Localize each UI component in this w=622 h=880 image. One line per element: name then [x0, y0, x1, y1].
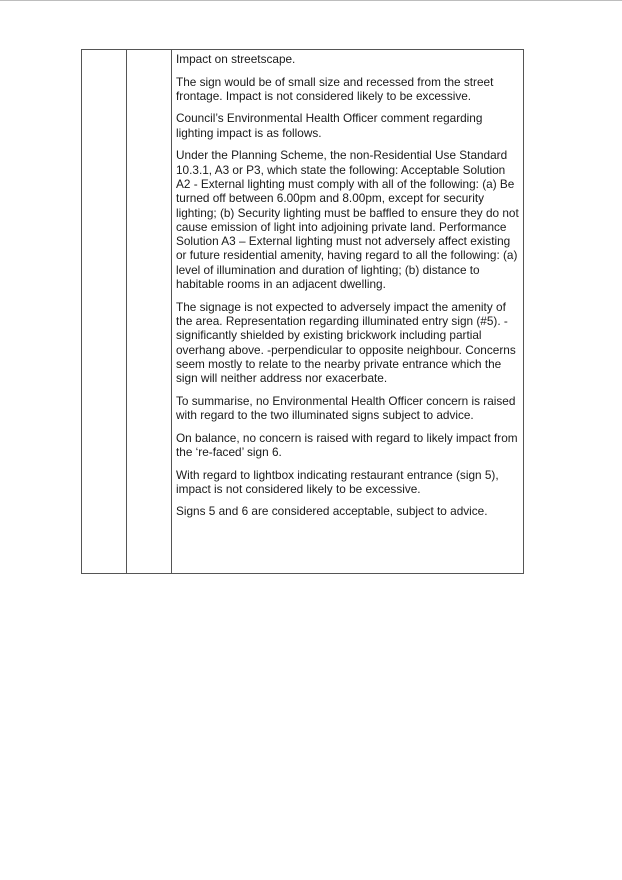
- paragraph-balance: On balance, no concern is raised with regard to likely impact from the ‘re-faced’ sign 6.: [176, 430, 518, 459]
- paragraph-sign-size: The sign would be of small size and recessed from the street frontage. Impact is not considered likely to be excessive.: [176, 74, 494, 103]
- paragraph-ehо-comment: Council’s Environmental Health Officer comment regarding lighting impact is as follows.: [176, 111, 483, 140]
- page-top-border: [0, 0, 622, 1]
- assessment-cell: [176, 52, 521, 527]
- paragraph-lightbox: With regard to lightbox indicating restaurant entrance (sign 5), impact is not considered likely to be excessive.: [176, 467, 499, 496]
- paragraph-streetscape-heading: Impact on streetscape.: [176, 52, 296, 66]
- paragraph-amenity: The signage is not expected to adversely impact the amenity of the area. Representation regarding illuminated entry sign (#5). -significantly shielded by existing brickwork including partial overhang above. -perpendicular to opposite neighbour. Concerns seem mostly to relate to the nearby private entrance which the sign will neither address nor exacerbate.: [176, 299, 516, 386]
- paragraph-planning-scheme: Under the Planning Scheme, the non-Residential Use Standard 10.3.1, A3 or P3, which state the following: Acceptable Solution A2 - External lighting must comply with all of the following: (a) Be turned off between 6.00pm and 8.00pm, except for security lighting; (b) Security lighting must be baffled to ensure they do not cause emission of light into adjoining private land. Performance Solution A3 – External lighting must not adversely affect existing or future residential amenity, having regard to all the following: (a) level of illumination and duration of lighting; (b) distance to habitable rooms in an adjacent dwelling.: [176, 148, 519, 292]
- column-divider-1: [126, 50, 127, 573]
- column-divider-2: [171, 50, 172, 573]
- assessment-table: [81, 49, 524, 574]
- paragraph-conclusion: Signs 5 and 6 are considered acceptable, subject to advice.: [176, 504, 488, 519]
- paragraph-summary: To summarise, no Environmental Health Officer concern is raised with regard to the two illuminated signs subject to advice.: [176, 393, 516, 423]
